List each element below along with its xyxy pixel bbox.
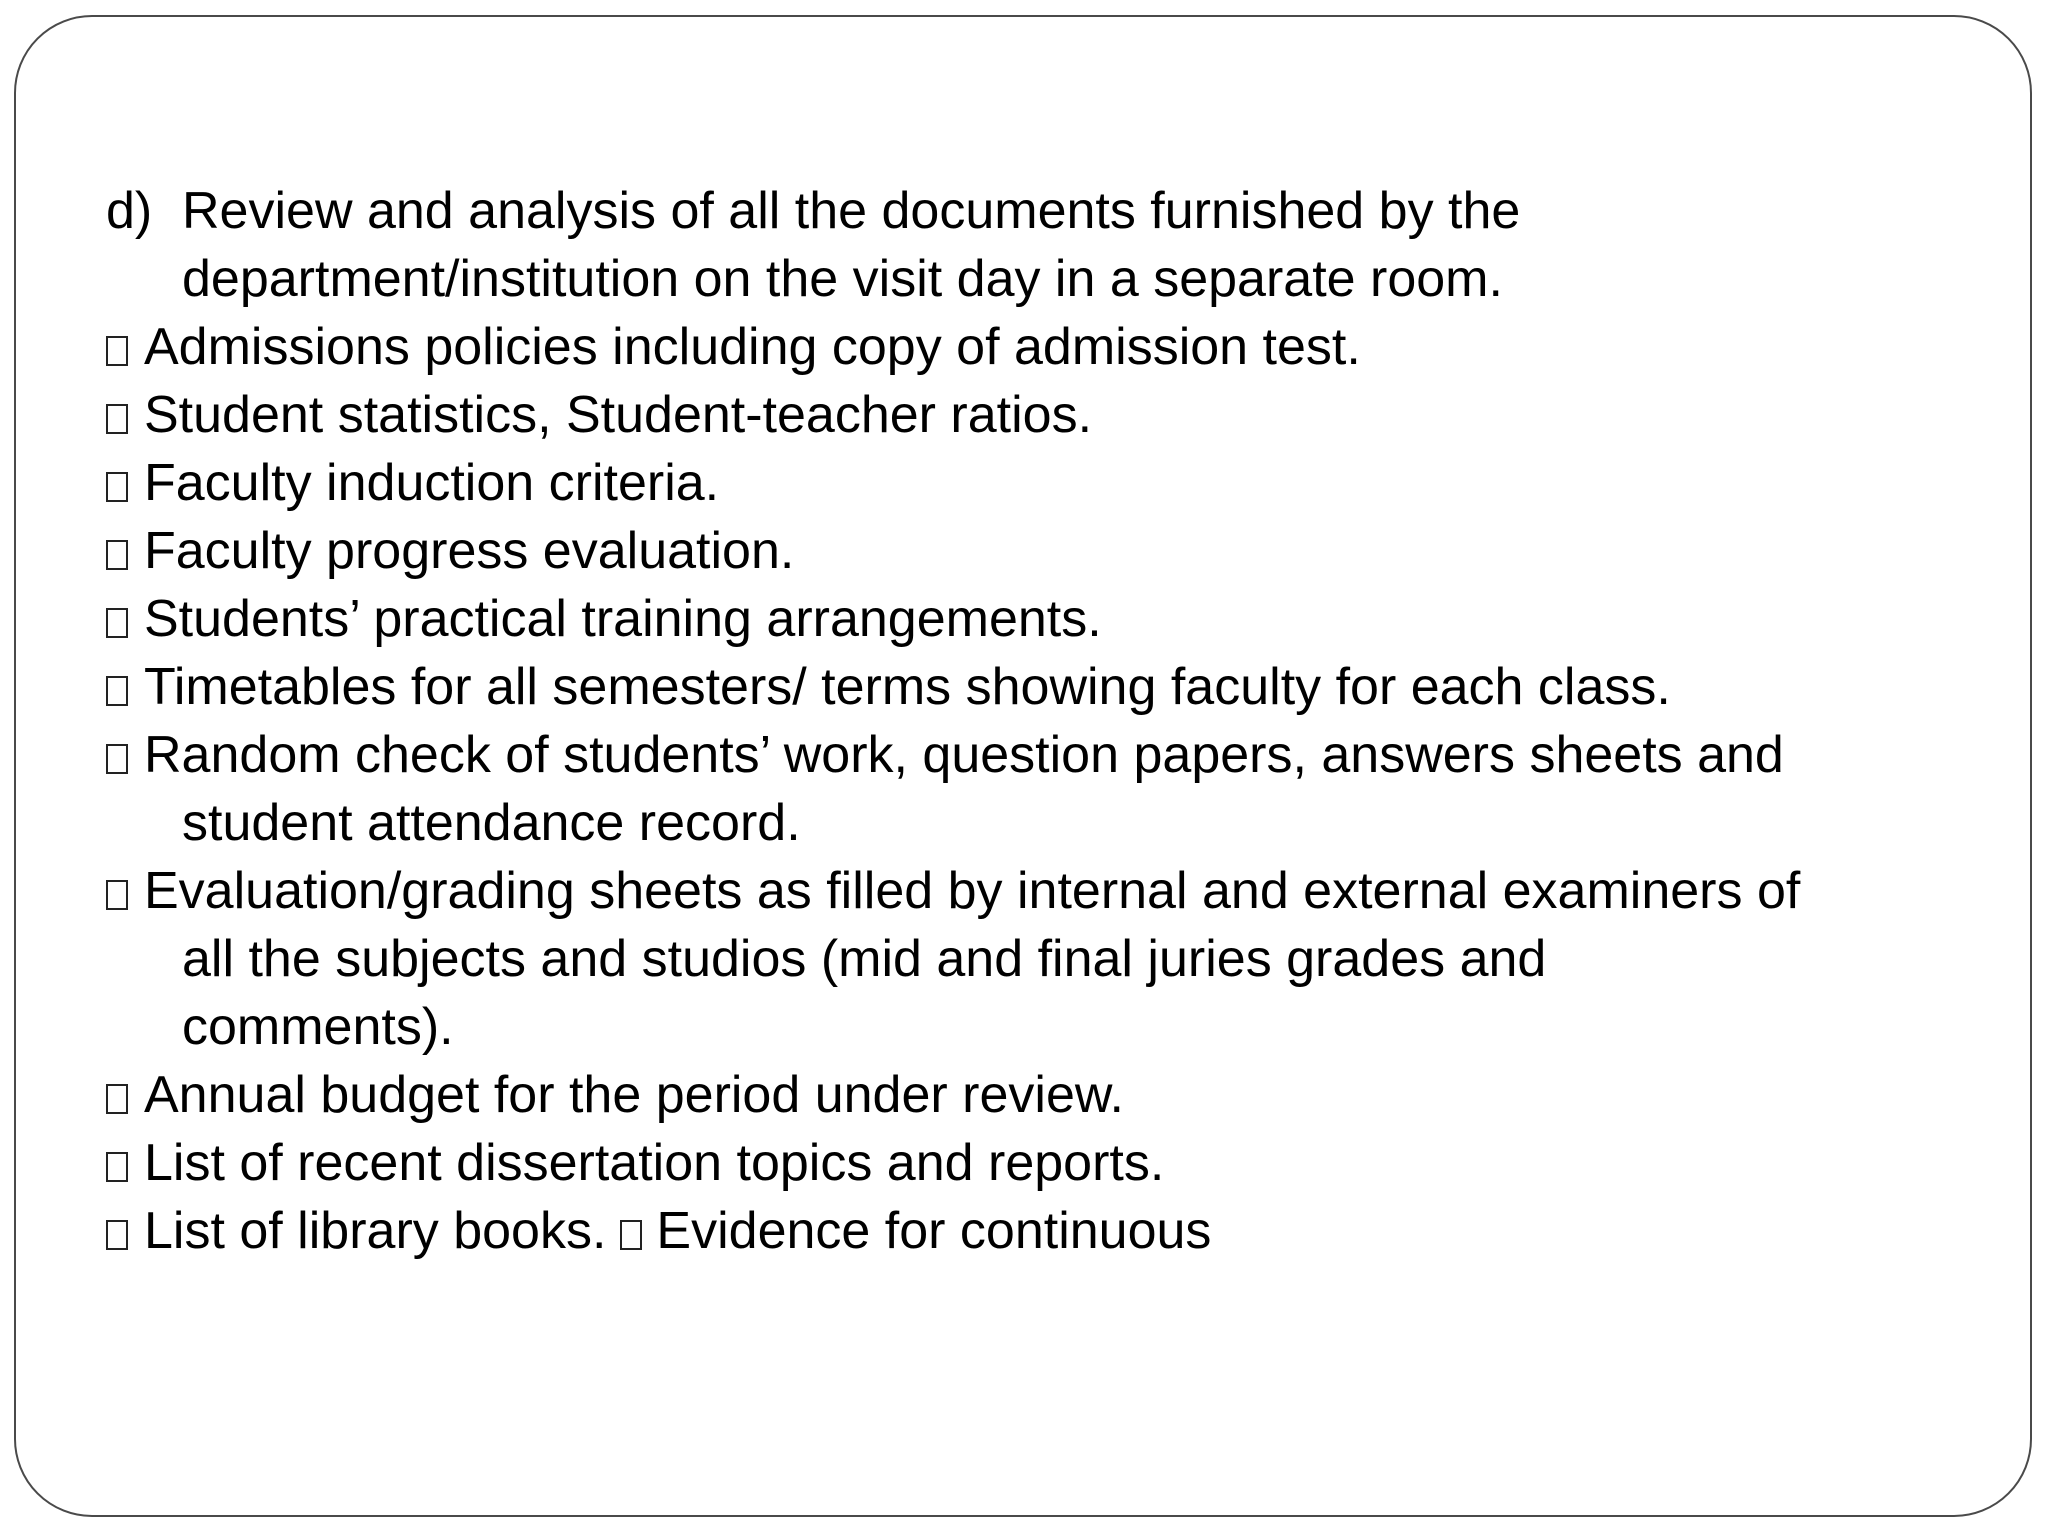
missing-glyph-box-icon bbox=[106, 540, 128, 570]
list-item-text: Faculty induction criteria. bbox=[144, 454, 720, 512]
list-item-text: List of library books. bbox=[144, 1202, 607, 1260]
slide-content bbox=[106, 177, 2026, 1265]
list-item-text: Random check of students’ work, question papers, answers sheets and bbox=[144, 726, 1784, 784]
list-item-continuation bbox=[106, 789, 2026, 857]
list-item-text: List of recent dissertation topics and reports. bbox=[144, 1134, 1165, 1192]
list-item-text: Annual budget for the period under review. bbox=[144, 1066, 1125, 1124]
list-item bbox=[106, 1197, 2026, 1265]
intro-marker: d) bbox=[106, 182, 153, 240]
list-item-text: Students’ practical training arrangements. bbox=[144, 590, 1102, 648]
list-item-text: Evaluation/grading sheets as filled by internal and external examiners of bbox=[144, 862, 1801, 920]
list-item bbox=[106, 381, 2026, 449]
list-item bbox=[106, 585, 2026, 653]
list-item-text: Timetables for all semesters/ terms showing faculty for each class. bbox=[144, 658, 1671, 716]
list-item bbox=[106, 449, 2026, 517]
missing-glyph-box-icon bbox=[106, 1220, 128, 1250]
list-item-text: comments). bbox=[182, 998, 454, 1056]
missing-glyph-box-icon bbox=[106, 676, 128, 706]
list-item bbox=[106, 857, 2026, 925]
list-item-continuation bbox=[106, 925, 2026, 993]
list-item bbox=[106, 653, 2026, 721]
list-item bbox=[106, 313, 2026, 381]
missing-glyph-box-icon bbox=[106, 336, 128, 366]
intro-line-2 bbox=[106, 245, 2026, 313]
list-item-text: Faculty progress evaluation. bbox=[144, 522, 795, 580]
list-item bbox=[106, 517, 2026, 585]
intro-line-1 bbox=[106, 177, 2026, 245]
slide-frame bbox=[14, 15, 2032, 1517]
list-item-text: Student statistics, Student-teacher ratios. bbox=[144, 386, 1093, 444]
intro-text-2: department/institution on the visit day in a separate room. bbox=[182, 250, 1503, 308]
list-item-text: Admissions policies including copy of admission test. bbox=[144, 318, 1361, 376]
list-item-text: all the subjects and studios (mid and final juries grades and bbox=[182, 930, 1547, 988]
list-item bbox=[106, 721, 2026, 789]
list-item bbox=[106, 1129, 2026, 1197]
missing-glyph-box-icon bbox=[106, 404, 128, 434]
missing-glyph-box-icon bbox=[106, 608, 128, 638]
intro-text-1: Review and analysis of all the documents furnished by the bbox=[182, 182, 1521, 240]
missing-glyph-box-icon bbox=[106, 1152, 128, 1182]
list-item-text: Evidence for continuous bbox=[656, 1202, 1212, 1260]
missing-glyph-box-icon bbox=[106, 472, 128, 502]
list-item bbox=[106, 1061, 2026, 1129]
missing-glyph-box-icon bbox=[106, 744, 128, 774]
missing-glyph-box-icon bbox=[106, 1084, 128, 1114]
missing-glyph-box-icon bbox=[620, 1220, 642, 1250]
missing-glyph-box-icon bbox=[106, 880, 128, 910]
list-item-text: student attendance record. bbox=[182, 794, 801, 852]
list-item-continuation bbox=[106, 993, 2026, 1061]
